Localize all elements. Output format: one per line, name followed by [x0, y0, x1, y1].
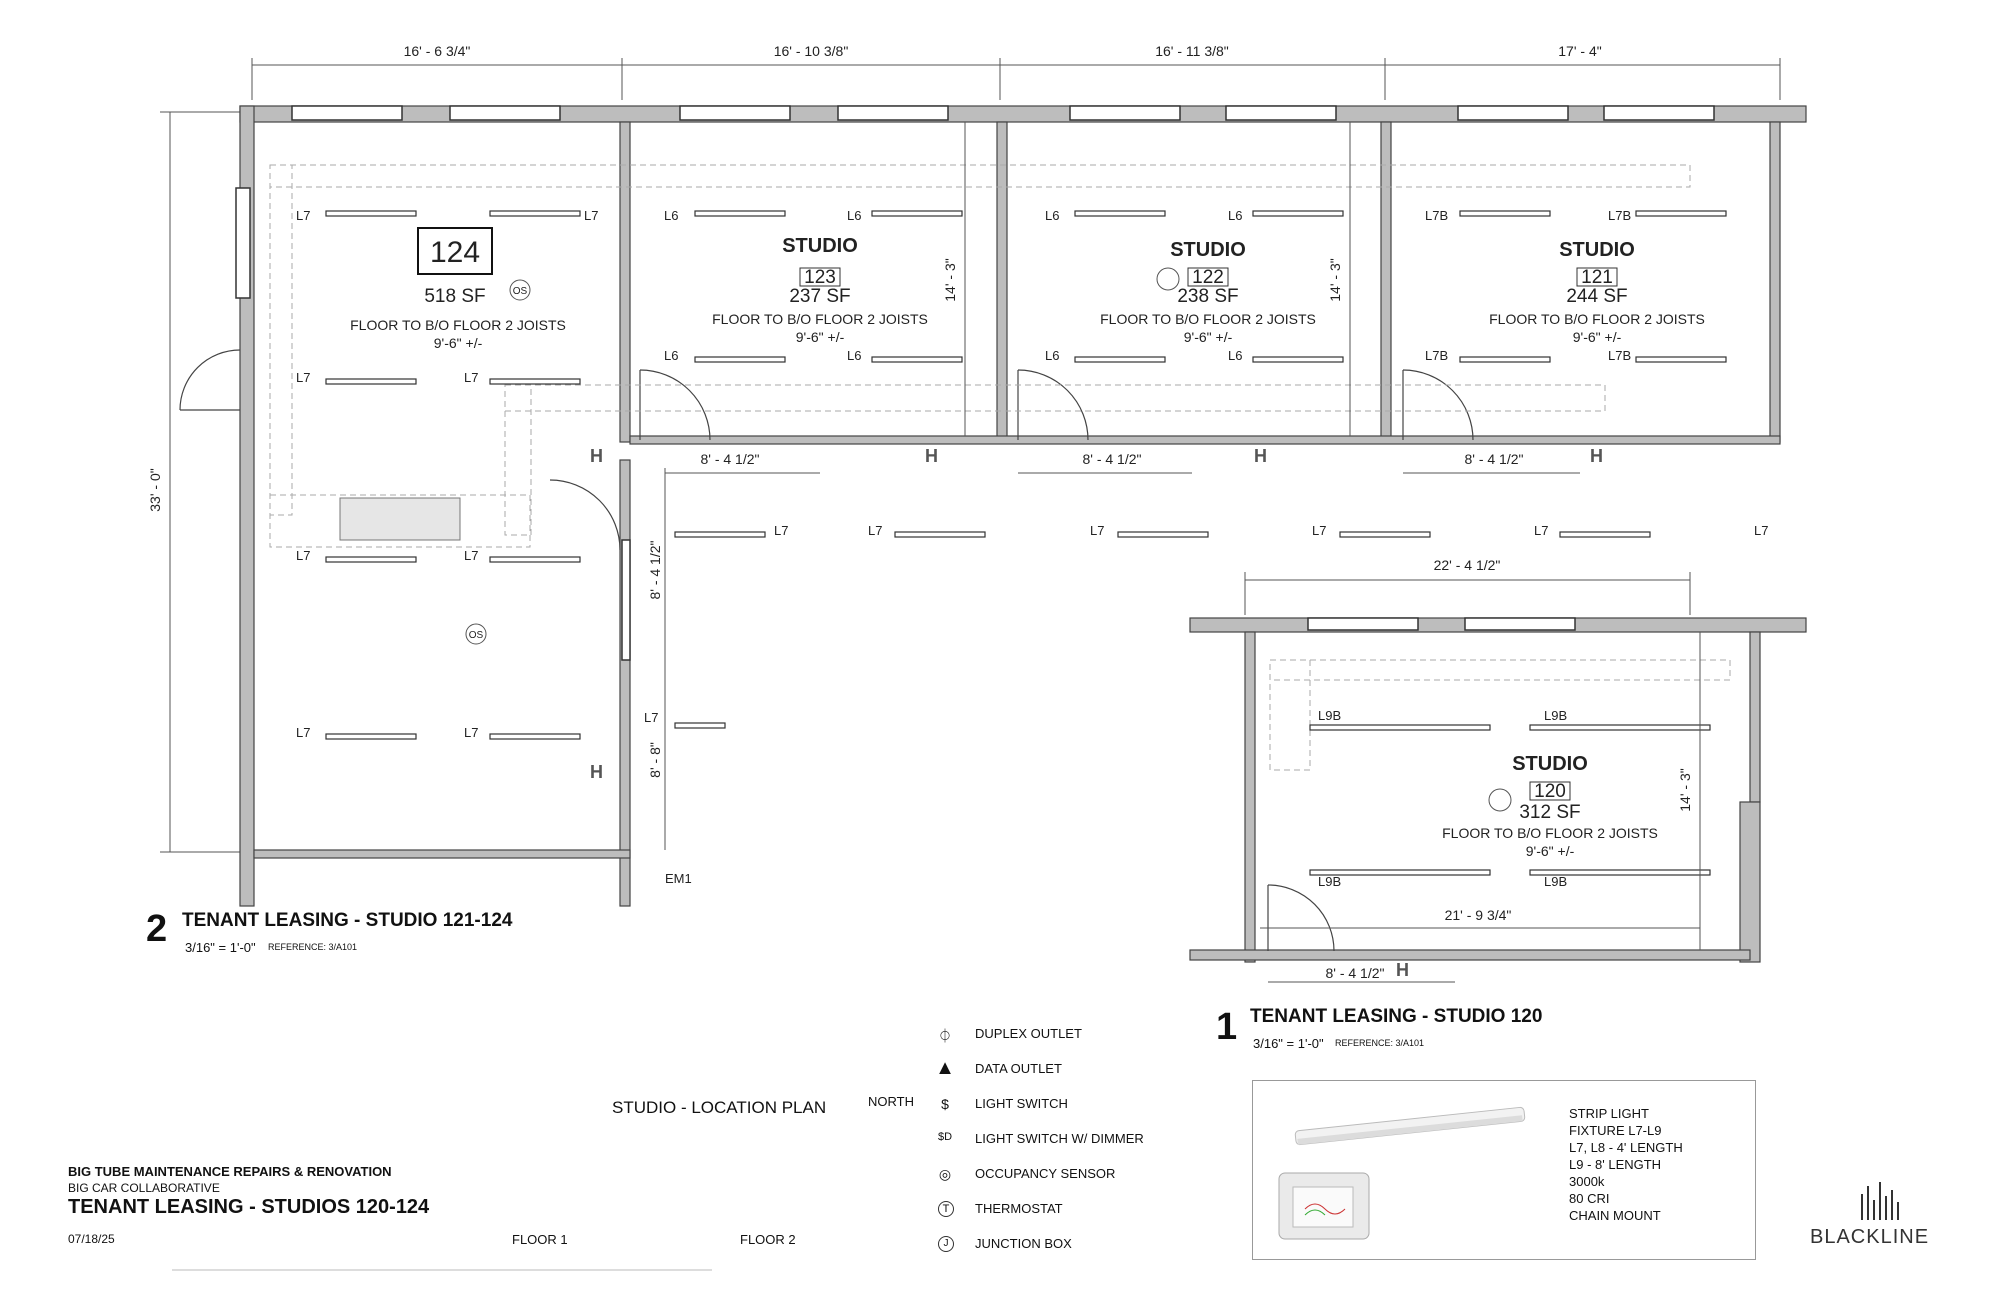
svg-text:L7: L7 — [464, 548, 479, 563]
legend-item: J JUNCTION BOX — [975, 1236, 1072, 1251]
plan2-windows — [236, 106, 1714, 660]
svg-text:L6: L6 — [1045, 208, 1060, 223]
svg-text:L7B: L7B — [1608, 348, 1632, 363]
svg-text:STUDIO: STUDIO — [1512, 753, 1588, 775]
legend-item: ▲ DATA OUTLET — [975, 1061, 1062, 1076]
svg-text:9'-6" +/-: 9'-6" +/- — [795, 329, 845, 345]
plan2-dim-top-1: 16' - 6 3/4" — [403, 43, 471, 59]
svg-text:L7: L7 — [868, 523, 883, 538]
svg-text:L7: L7 — [1534, 523, 1549, 538]
north-label: NORTH — [868, 1094, 914, 1109]
fixture-spec-text: STRIP LIGHT FIXTURE L7-L9 L7, L8 - 4' LENGTH L9 - 8' LENGTH 3000k 80 CRI CHAIN MOUNT — [1569, 1106, 1683, 1223]
fixture-spec-box — [1252, 1080, 1756, 1260]
svg-text:L6: L6 — [847, 208, 862, 223]
legend-item: $ LIGHT SWITCH — [975, 1096, 1068, 1111]
svg-text:L7B: L7B — [1608, 208, 1632, 223]
svg-text:H: H — [1590, 446, 1603, 466]
junction-box-icon: J — [938, 1236, 954, 1252]
svg-text:244 SF: 244 SF — [1566, 286, 1628, 307]
plan1-scale: 3/16" = 1'-0" — [1253, 1036, 1324, 1051]
studio-120-label — [1442, 753, 1658, 859]
svg-text:L7: L7 — [644, 710, 659, 725]
plan2-height-dimension-line — [160, 112, 245, 852]
legend-item: T THERMOSTAT — [975, 1201, 1063, 1216]
svg-text:STUDIO: STUDIO — [1559, 239, 1635, 261]
svg-text:L7: L7 — [296, 208, 311, 223]
svg-text:237 SF: 237 SF — [789, 286, 851, 307]
plan1-inner-dim-lines — [1260, 632, 1700, 982]
studio-121-label — [1489, 239, 1705, 345]
plan2-ductwork — [270, 165, 1690, 547]
plan2-title: TENANT LEASING - STUDIO 121-124 — [182, 910, 513, 931]
plan2-walls — [240, 106, 1806, 906]
data-outlet-icon: ▲ — [935, 1057, 955, 1079]
svg-text:122: 122 — [1192, 267, 1224, 288]
svg-text:H: H — [590, 446, 603, 466]
blackline-logo-icon — [1858, 1180, 1906, 1222]
duplex-outlet-icon: ⏀ — [938, 1028, 952, 1044]
plan2-heater-tags — [590, 446, 1603, 782]
svg-text:L6: L6 — [847, 348, 862, 363]
svg-text:L7: L7 — [296, 370, 311, 385]
location-plan-title: STUDIO - LOCATION PLAN — [612, 1098, 827, 1117]
svg-text:FLOOR TO B/O FLOOR 2 JOISTS: FLOOR TO B/O FLOOR 2 JOISTS — [1100, 311, 1316, 327]
svg-text:STUDIO: STUDIO — [782, 235, 858, 257]
plan1-reference: REFERENCE: 3/A101 — [1335, 1038, 1425, 1048]
em-tag: EM1 — [665, 871, 692, 886]
plan2-door-dim-2: 8' - 4 1/2" — [1082, 451, 1142, 467]
room-124-height: 9'-6" +/- — [433, 335, 483, 351]
svg-text:L6: L6 — [1228, 348, 1243, 363]
plan2-door-dim-1: 8' - 4 1/2" — [700, 451, 760, 467]
svg-text:L9B: L9B — [1544, 708, 1568, 723]
strip-light-image — [1265, 1089, 1533, 1249]
floor1-label: FLOOR 1 — [512, 1232, 568, 1247]
svg-text:L7: L7 — [1754, 523, 1769, 538]
svg-text:L7B: L7B — [1425, 348, 1449, 363]
plan1-door — [1268, 885, 1334, 951]
thermostat-icon: T — [938, 1201, 954, 1217]
svg-text:FLOOR TO B/O FLOOR 2 JOISTS: FLOOR TO B/O FLOOR 2 JOISTS — [1442, 825, 1658, 841]
plan2-room-depth-1: 14' - 3" — [942, 258, 958, 302]
svg-text:STUDIO: STUDIO — [1170, 239, 1246, 261]
svg-text:L7: L7 — [584, 208, 599, 223]
legend-item: ◎ OCCUPANCY SENSOR — [975, 1166, 1115, 1181]
svg-text:L9B: L9B — [1544, 874, 1568, 889]
light-switch-dimmer-icon: $D — [937, 1131, 953, 1143]
plan1-dim-inner: 21' - 9 3/4" — [1444, 907, 1512, 923]
studio-122-label — [1100, 239, 1316, 345]
svg-text:L7: L7 — [464, 370, 479, 385]
svg-text:L7: L7 — [774, 523, 789, 538]
light-switch-icon: $ — [941, 1096, 949, 1112]
plan2-dim-height: 33' - 0" — [147, 468, 163, 512]
studio-123-label — [712, 235, 928, 345]
plan1-dim-depth: 14' - 3" — [1677, 768, 1693, 812]
plan1-dim-door: 8' - 4 1/2" — [1325, 965, 1385, 981]
plan2-number: 2 — [146, 908, 168, 950]
svg-text:L7: L7 — [296, 548, 311, 563]
svg-text:123: 123 — [804, 267, 836, 288]
plan2-scale: 3/16" = 1'-0" — [185, 940, 256, 955]
plan2-top-dimension-line — [252, 58, 1780, 100]
svg-text:L6: L6 — [664, 348, 679, 363]
occupancy-sensor-tag: OS — [468, 630, 484, 641]
svg-text:FLOOR TO B/O FLOOR 2 JOISTS: FLOOR TO B/O FLOOR 2 JOISTS — [712, 311, 928, 327]
plan2-air-handler — [340, 498, 460, 540]
svg-text:L9B: L9B — [1318, 874, 1342, 889]
plan1-dim-top: 22' - 4 1/2" — [1433, 557, 1501, 573]
plan2-dim-top-2: 16' - 10 3/8" — [773, 43, 849, 59]
client-name: BIG CAR COLLABORATIVE — [68, 1181, 220, 1195]
svg-text:121: 121 — [1581, 267, 1613, 288]
svg-text:L6: L6 — [664, 208, 679, 223]
plan2-door-dim-3: 8' - 4 1/2" — [1464, 451, 1524, 467]
plan2-reference: REFERENCE: 3/A101 — [268, 942, 358, 952]
room-124-number: 124 — [429, 236, 481, 269]
plan2-dim-top-4: 17' - 4" — [1558, 43, 1602, 59]
brand-name: BLACKLINE — [1810, 1226, 1930, 1248]
svg-text:312 SF: 312 SF — [1519, 802, 1581, 823]
svg-text:9'-6" +/-: 9'-6" +/- — [1572, 329, 1622, 345]
sheet-title: TENANT LEASING - STUDIOS 120-124 — [68, 1196, 430, 1218]
project-name: BIG TUBE MAINTENANCE REPAIRS & RENOVATION — [68, 1164, 392, 1179]
svg-text:L7: L7 — [296, 725, 311, 740]
plan1-number: 1 — [1216, 1006, 1238, 1048]
room-124-note: FLOOR TO B/O FLOOR 2 JOISTS — [350, 317, 566, 333]
plan1-heater-tag: H — [1396, 960, 1409, 980]
svg-text:9'-6" +/-: 9'-6" +/- — [1525, 843, 1575, 859]
svg-text:L7: L7 — [464, 725, 479, 740]
svg-text:L7: L7 — [1312, 523, 1327, 538]
svg-text:L7: L7 — [1090, 523, 1105, 538]
occupancy-sensor-tag: OS — [512, 286, 528, 297]
legend-item: ⏀ DUPLEX OUTLET — [975, 1026, 1082, 1041]
svg-text:FLOOR TO B/O FLOOR 2 JOISTS: FLOOR TO B/O FLOOR 2 JOISTS — [1489, 311, 1705, 327]
svg-text:238 SF: 238 SF — [1177, 286, 1239, 307]
svg-text:120: 120 — [1534, 781, 1566, 802]
svg-text:L7B: L7B — [1425, 208, 1449, 223]
plan2-dim-top-3: 16' - 11 3/8" — [1155, 43, 1229, 59]
svg-text:L6: L6 — [1228, 208, 1243, 223]
sheet-date: 07/18/25 — [68, 1232, 115, 1246]
plan2-room-depth-2: 14' - 3" — [1327, 258, 1343, 302]
svg-text:L6: L6 — [1045, 348, 1060, 363]
floor2-label: FLOOR 2 — [740, 1232, 796, 1247]
svg-text:L9B: L9B — [1318, 708, 1342, 723]
svg-text:H: H — [1254, 446, 1267, 466]
room-124-area: 518 SF — [424, 286, 486, 307]
occupancy-sensor-icon: ◎ — [938, 1166, 952, 1182]
svg-text:H: H — [925, 446, 938, 466]
plan1-top-dim-line — [1245, 572, 1690, 615]
plan1-light-fixtures — [1310, 725, 1710, 875]
legend-item: $D LIGHT SWITCH W/ DIMMER — [975, 1131, 1144, 1146]
plan1-title: TENANT LEASING - STUDIO 120 — [1250, 1006, 1543, 1027]
plan2-corridor-dim-a: 8' - 4 1/2" — [647, 540, 663, 600]
svg-text:H: H — [590, 762, 603, 782]
plan2-corridor-dim-b: 8' - 8" — [647, 742, 663, 778]
svg-text:9'-6" +/-: 9'-6" +/- — [1183, 329, 1233, 345]
